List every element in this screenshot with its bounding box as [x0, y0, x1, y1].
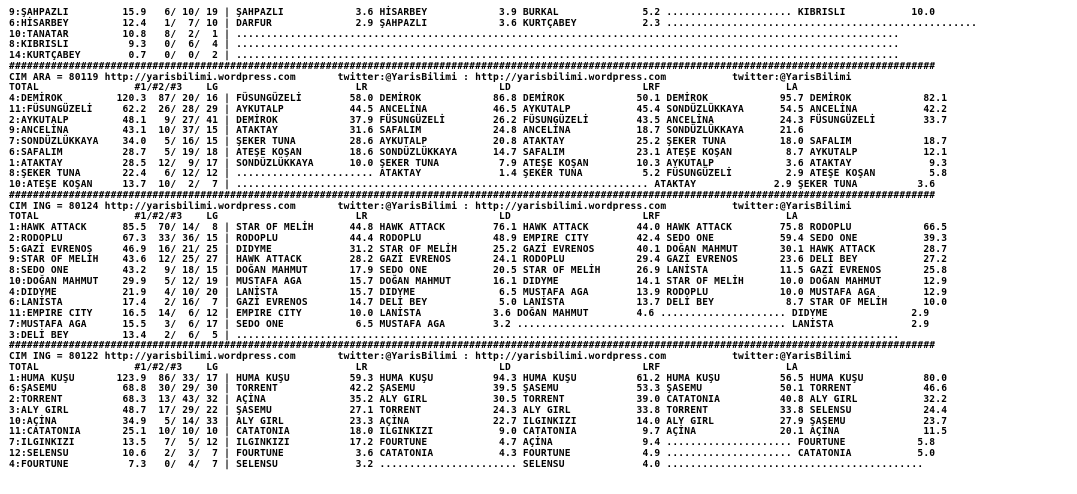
ranking-row: 4:DEMİROK 120.3 87/ 20/ 16 | FÜSUNGÜZELİ 58.0 DEMİROK 86.8 DEMİROK 50.1 DEMİROK 95.7 DEMİROK 82.1	[9, 93, 948, 104]
section-separator: ###########################################################################################################################################################	[9, 189, 936, 201]
ranking-row: 9:STAR OF MELİH 43.6 12/ 25/ 27 | HAWK ATTACK 28.2 GAZİ EVRENOS 24.1 RODOPLU 29.4 GAZİ EVRENOS 23.6 DELİ BEY 27.2	[9, 254, 948, 266]
ranking-row: 7:ILGINKIZI 13.5 7/ 5/ 12 | ILGINKIZI 17.2 FOURTUNE 4.7 AÇİNA 9.4 ..................... FOURTUNE 5.8	[9, 437, 936, 448]
ranking-row: 1:ATAKTAY 28.5 12/ 9/ 17 | SONDÜZLÜKKAYA 10.0 ŞEKER TUNA 7.9 ATEŞE KOŞAN 10.3 AYKUTALP 3.6 ATAKTAY 9.3	[9, 157, 948, 169]
ranking-row: 9:ŞAHPAZLI 15.9 6/ 10/ 19 | ŞAHPAZLI 3.6 HİSARBEY 3.9 BURKAL 5.2 ..................... KIBRISLI 10.0	[9, 7, 936, 18]
ranking-row: 8:SEDO ONE 43.2 9/ 18/ 15 | DOĞAN MAHMUT 17.9 SEDO ONE 20.5 STAR OF MELİH 26.9 LANİSTA 11.5 GAZİ EVRENOS 25.8	[9, 265, 948, 276]
ranking-row: 10:TANATAR 10.8 8/ 2/ 1 | ...............................................................................................................	[9, 28, 900, 40]
ranking-row: 10:AÇİNA 34.9 5/ 14/ 33 | ALY GIRL 23.3 AÇİNA 22.7 ILGINKIZI 14.0 ALY GIRL 27.9 ŞASEMU 23.7	[9, 415, 948, 427]
ranking-row: 3:ALY GIRL 48.7 17/ 29/ 22 | ŞASEMU 27.1 TORRENT 24.3 ALY GIRL 33.8 TORRENT 33.8 SELENSU 24.4	[9, 404, 948, 416]
race-header: CIM ARA = 80119 http://yarisbilimi.wordpress.com twitter:@YarisBilimi : http://yarisbilimi.wordpress.com twitter:@YarisBilimi	[9, 71, 852, 83]
ranking-row: 11:FÜSUNGÜZELİ 62.2 26/ 28/ 29 | AYKUTALP 44.5 ANCELİNA 46.5 AYKUTALP 45.4 SONDÜZLÜKKAYA 54.5 ANCELİNA 42.2	[9, 103, 948, 115]
ranking-row: 10:ATEŞE KOŞAN 13.7 10/ 2/ 7 | ..................................................................... ATAKTAY 2.9 ŞEKER TUNA 3.6	[9, 179, 936, 190]
ranking-row: 6:HİSARBEY 12.4 1/ 7/ 10 | DARFUR 2.9 ŞAHPAZLI 3.6 KURTÇABEY 2.3 ....................................................	[9, 17, 978, 29]
ranking-row: 1:HAWK ATTACK 85.5 70/ 14/ 8 | STAR OF MELİH 44.8 HAWK ATTACK 76.1 HAWK ATTACK 44.0 HAWK ATTACK 75.8 RODOPLU 66.5	[9, 222, 948, 233]
ranking-row: 3:DELİ BEY 13.4 2/ 6/ 5 | ...............................................................................................................	[9, 329, 900, 341]
ranking-row: 10:DOĞAN MAHMUT 29.9 5/ 12/ 19 | MUSTAFA AGA 15.7 DOĞAN MAHMUT 16.1 DIDYME 14.1 STAR OF MELİH 10.0 DOĞAN MAHMUT 12.9	[9, 275, 948, 287]
ranking-row: 1:HUMA KUŞU 123.9 86/ 33/ 17 | HUMA KUŞU 59.3 HUMA KUŞU 94.3 HUMA KUŞU 61.2 HUMA KUŞU 56.5 HUMA KUŞU 80.0	[9, 372, 948, 384]
ranking-row: 8:ŞEKER TUNA 22.4 6/ 12/ 12 | ....................... ATAKTAY 1.4 ŞEKER TUNA 5.2 FÜSUNGÜZELİ 2.9 ATEŞE KOŞAN 5.8	[9, 168, 948, 180]
race-header: CIM ING = 80124 http://yarisbilimi.wordpress.com twitter:@YarisBilimi : http://yarisbilimi.wordpress.com twitter:@YarisBilimi	[9, 200, 852, 212]
ranking-row: 4:FOURTUNE 7.3 0/ 4/ 7 | SELENSU 3.2 ....................... SELENSU 4.0 ...........................................	[9, 458, 924, 470]
ranking-row: 14:KURTÇABEY 0.7 0/ 0/ 2 | ...............................................................................................................	[9, 50, 900, 61]
ranking-row: 9:ANCELİNA 43.1 10/ 37/ 15 | ATAKTAY 31.6 SAFALIM 24.8 ANCELİNA 18.7 SONDÜZLÜKKAYA 21.6	[9, 125, 804, 137]
ranking-row: 6:ŞASEMU 68.8 30/ 29/ 30 | TORRENT 42.2 ŞASEMU 39.5 ŞASEMU 53.3 ŞASEMU 50.1 TORRENT 46.6	[9, 383, 948, 395]
ranking-row: 6:SAFALIM 28.7 5/ 19/ 18 | ATEŞE KOŞAN 18.6 SONDÜZLÜKKAYA 14.7 SAFALIM 23.1 ATEŞE KOŞAN 8.7 AYKUTALP 12.1	[9, 146, 948, 158]
section-separator: ###########################################################################################################################################################	[9, 340, 936, 352]
ranking-row: 7:MUSTAFA AGA 15.5 3/ 6/ 17 | SEDO ONE 6.5 MUSTAFA AGA 3.2 ............................................. LANİSTA 2.9	[9, 318, 930, 330]
column-header: TOTAL #1/#2/#3 LG LR LD LRF LA	[9, 211, 798, 223]
ranking-row: 12:SELENSU 10.6 2/ 3/ 7 | FOURTUNE 3.6 CATATONIA 4.3 FOURTUNE 4.9 ..................... CATATONIA 5.0	[9, 447, 936, 459]
race-header: CIM ING = 80122 http://yarisbilimi.wordpress.com twitter:@YarisBilimi : http://yarisbilimi.wordpress.com twitter:@YarisBilimi	[9, 351, 852, 362]
ranking-row: 2:TORRENT 68.3 13/ 43/ 32 | AÇİNA 35.2 ALY GIRL 30.5 TORRENT 39.0 CATATONIA 40.8 ALY GIRL 32.2	[9, 394, 948, 405]
column-header: TOTAL #1/#2/#3 LG LR LD LRF LA	[9, 361, 798, 373]
ranking-row: 2:RODOPLU 67.3 33/ 36/ 15 | RODOPLU 44.4 RODOPLU 48.9 EMPIRE CITY 42.4 SEDO ONE 59.4 SEDO ONE 39.3	[9, 232, 948, 244]
ranking-row: 6:LANİSTA 17.4 2/ 16/ 7 | GAZİ EVRENOS 14.7 DELİ BEY 5.0 LANİSTA 13.7 DELİ BEY 8.7 STAR OF MELİH 10.0	[9, 297, 948, 309]
ranking-row: 8:KIBRISLI 9.3 0/ 6/ 4 | ...............................................................................................................	[9, 39, 900, 51]
ranking-row: 2:AYKUTALP 48.1 9/ 27/ 41 | DEMİROK 37.9 FÜSUNGÜZELİ 26.2 FÜSUNGÜZELİ 43.5 ANCELİNA 24.3 FÜSUNGÜZELİ 33.7	[9, 114, 948, 126]
column-header: TOTAL #1/#2/#3 LG LR LD LRF LA	[9, 82, 798, 94]
ranking-row: 11:CATATONIA 25.1 10/ 10/ 10 | CATATONIA 18.0 ILGINKIZI 9.0 CATATONIA 9.7 AÇİNA 20.1 AÇİNA 11.5	[9, 426, 948, 438]
ranking-row: 4:DIDYME 21.9 4/ 10/ 20 | LANİSTA 15.7 DIDYME 6.5 MUSTAFA AGA 13.9 RODOPLU 10.0 MUSTAFA AGA 12.9	[9, 286, 948, 298]
section-separator: ###########################################################################################################################################################	[9, 60, 936, 72]
ranking-row: 7:SONDÜZLÜKKAYA 34.0 5/ 16/ 15 | ŞEKER TUNA 28.6 AYKUTALP 20.8 ATAKTAY 25.2 ŞEKER TUNA 18.0 SAFALIM 18.7	[9, 136, 948, 147]
ranking-row: 11:EMPIRE CITY 16.5 14/ 6/ 12 | EMPIRE CITY 10.0 LANİSTA 3.6 DOĞAN MAHMUT 4.6 ..................... DIDYME 2.9	[9, 308, 930, 319]
ranking-row: 5:GAZİ EVRENOS 46.9 16/ 21/ 25 | DIDYME 31.2 STAR OF MELİH 25.2 GAZİ EVRENOS 40.1 DOĞAN MAHMUT 30.1 HAWK ATTACK 28.7	[9, 243, 948, 255]
